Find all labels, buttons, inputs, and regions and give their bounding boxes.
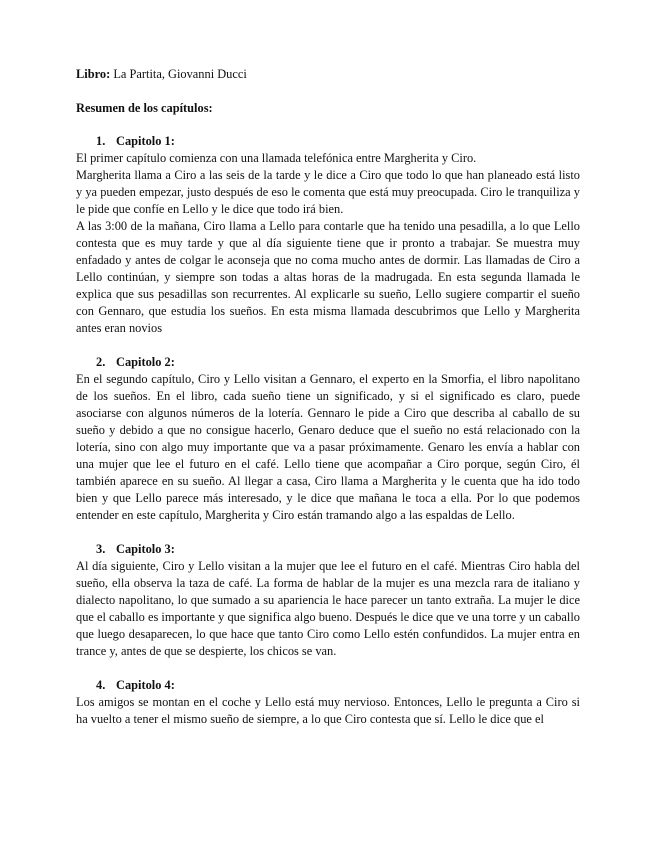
document-page — [76, 66, 580, 745]
chapter-paragraph: Al día siguiente, Ciro y Lello visitan a la mujer que lee el futuro en el café. Mientras Ciro habla del sueño, ella observa la taza de café. La forma de hablar de la mujer es una mezcla rara de italiano y dialecto napolitano, lo que sumado a su apariencia le hace parecer un tanto extraña. La mujer le dice que el caballo es importante y que significa algo bueno. Después le dice que ve una torre y un caballo que luego desaparecen, lo que hace que tanto Ciro como Lello estén confundidos. La mujer entra en trance y, antes de que se despierte, los chicos se van. — [76, 559, 580, 658]
chapter-paragraph: Margherita llama a Ciro a las seis de la tarde y le dice a Ciro que todo lo que han planeado está listo y ya pueden empezar, justo después de eso le comenta que está muy preocupada. Ciro le tranquiliza y le pide que confíe en Lello y le dice que todo irá bien. — [76, 168, 580, 216]
chapter-4 — [76, 677, 580, 728]
book-line — [76, 66, 580, 83]
chapter-paragraph: Los amigos se montan en el coche y Lello está muy nervioso. Entonces, Lello le pregunta a Ciro si ha vuelto a tener el mismo sueño de siempre, a lo que Ciro contesta que sí. Lello le dice que el — [76, 695, 580, 726]
chapter-3 — [76, 541, 580, 660]
chapter-2 — [76, 354, 580, 524]
chapter-number: 3. — [96, 542, 106, 556]
chapter-number: 1. — [96, 134, 106, 148]
chapter-number: 2. — [96, 355, 106, 369]
chapter-title: Capitolo 3: — [116, 542, 175, 556]
chapter-heading — [76, 354, 580, 371]
chapter-1 — [76, 133, 580, 337]
chapter-heading — [76, 133, 580, 150]
book-label: Libro: — [76, 67, 111, 81]
chapter-title: Capitolo 1: — [116, 134, 175, 148]
chapter-title: Capitolo 4: — [116, 678, 175, 692]
chapter-paragraph: El primer capítulo comienza con una llamada telefónica entre Margherita y Ciro. — [76, 151, 477, 165]
summary-title: Resumen de los capítulos: — [76, 101, 213, 115]
book-value: La Partita, Giovanni Ducci — [113, 67, 247, 81]
chapter-title: Capitolo 2: — [116, 355, 175, 369]
chapter-heading — [76, 541, 580, 558]
chapter-paragraph: En el segundo capítulo, Ciro y Lello visitan a Gennaro, el experto en la Smorfia, el libro napolitano de los sueños. En el libro, cada sueño tiene un significado, y si el significado es claro, puede asociarse con algunos números de la lotería. Gennaro le pide a Ciro que describa al caballo de su sueño y debido a que no consigue hacerlo, Genaro deduce que el sueño no está relacionado con la lotería, sino con algo muy importante que va a pasar próximamente. Genaro les envía a hablar con una mujer que lee el futuro en el café. Lello tiene que acompañar a Ciro porque, según Ciro, él también aparece en su sueño. Al llegar a casa, Ciro llama a Margherita y le cuenta que ha ido todo bien y que Lello parece más interesado, y le dice que mañana le toca a ella. Por lo que podemos entender en este capítulo, Margherita y Ciro están tramando algo a las espaldas de Lello. — [76, 372, 580, 522]
chapter-heading — [76, 677, 580, 694]
chapter-paragraph: A las 3:00 de la mañana, Ciro llama a Lello para contarle que ha tenido una pesadilla, a lo que Lello contesta que es muy tarde y que al día siguiente tiene que ir pronto a trabajar. Se muestra muy enfadado y antes de colgar le aconseja que no coma mucho antes de dormir. Las llamadas de Ciro a Lello continúan, y siempre son todas a altas horas de la madrugada. En esta segunda llamada le explica que sus pesadillas son recurrentes. Al explicarle su sueño, Lello sugiere compartir el sueño con Gennaro, que estudia los sueños. En esta misma llamada descubrimos que Lello y Margherita antes eran novios — [76, 219, 580, 335]
chapter-number: 4. — [96, 678, 106, 692]
